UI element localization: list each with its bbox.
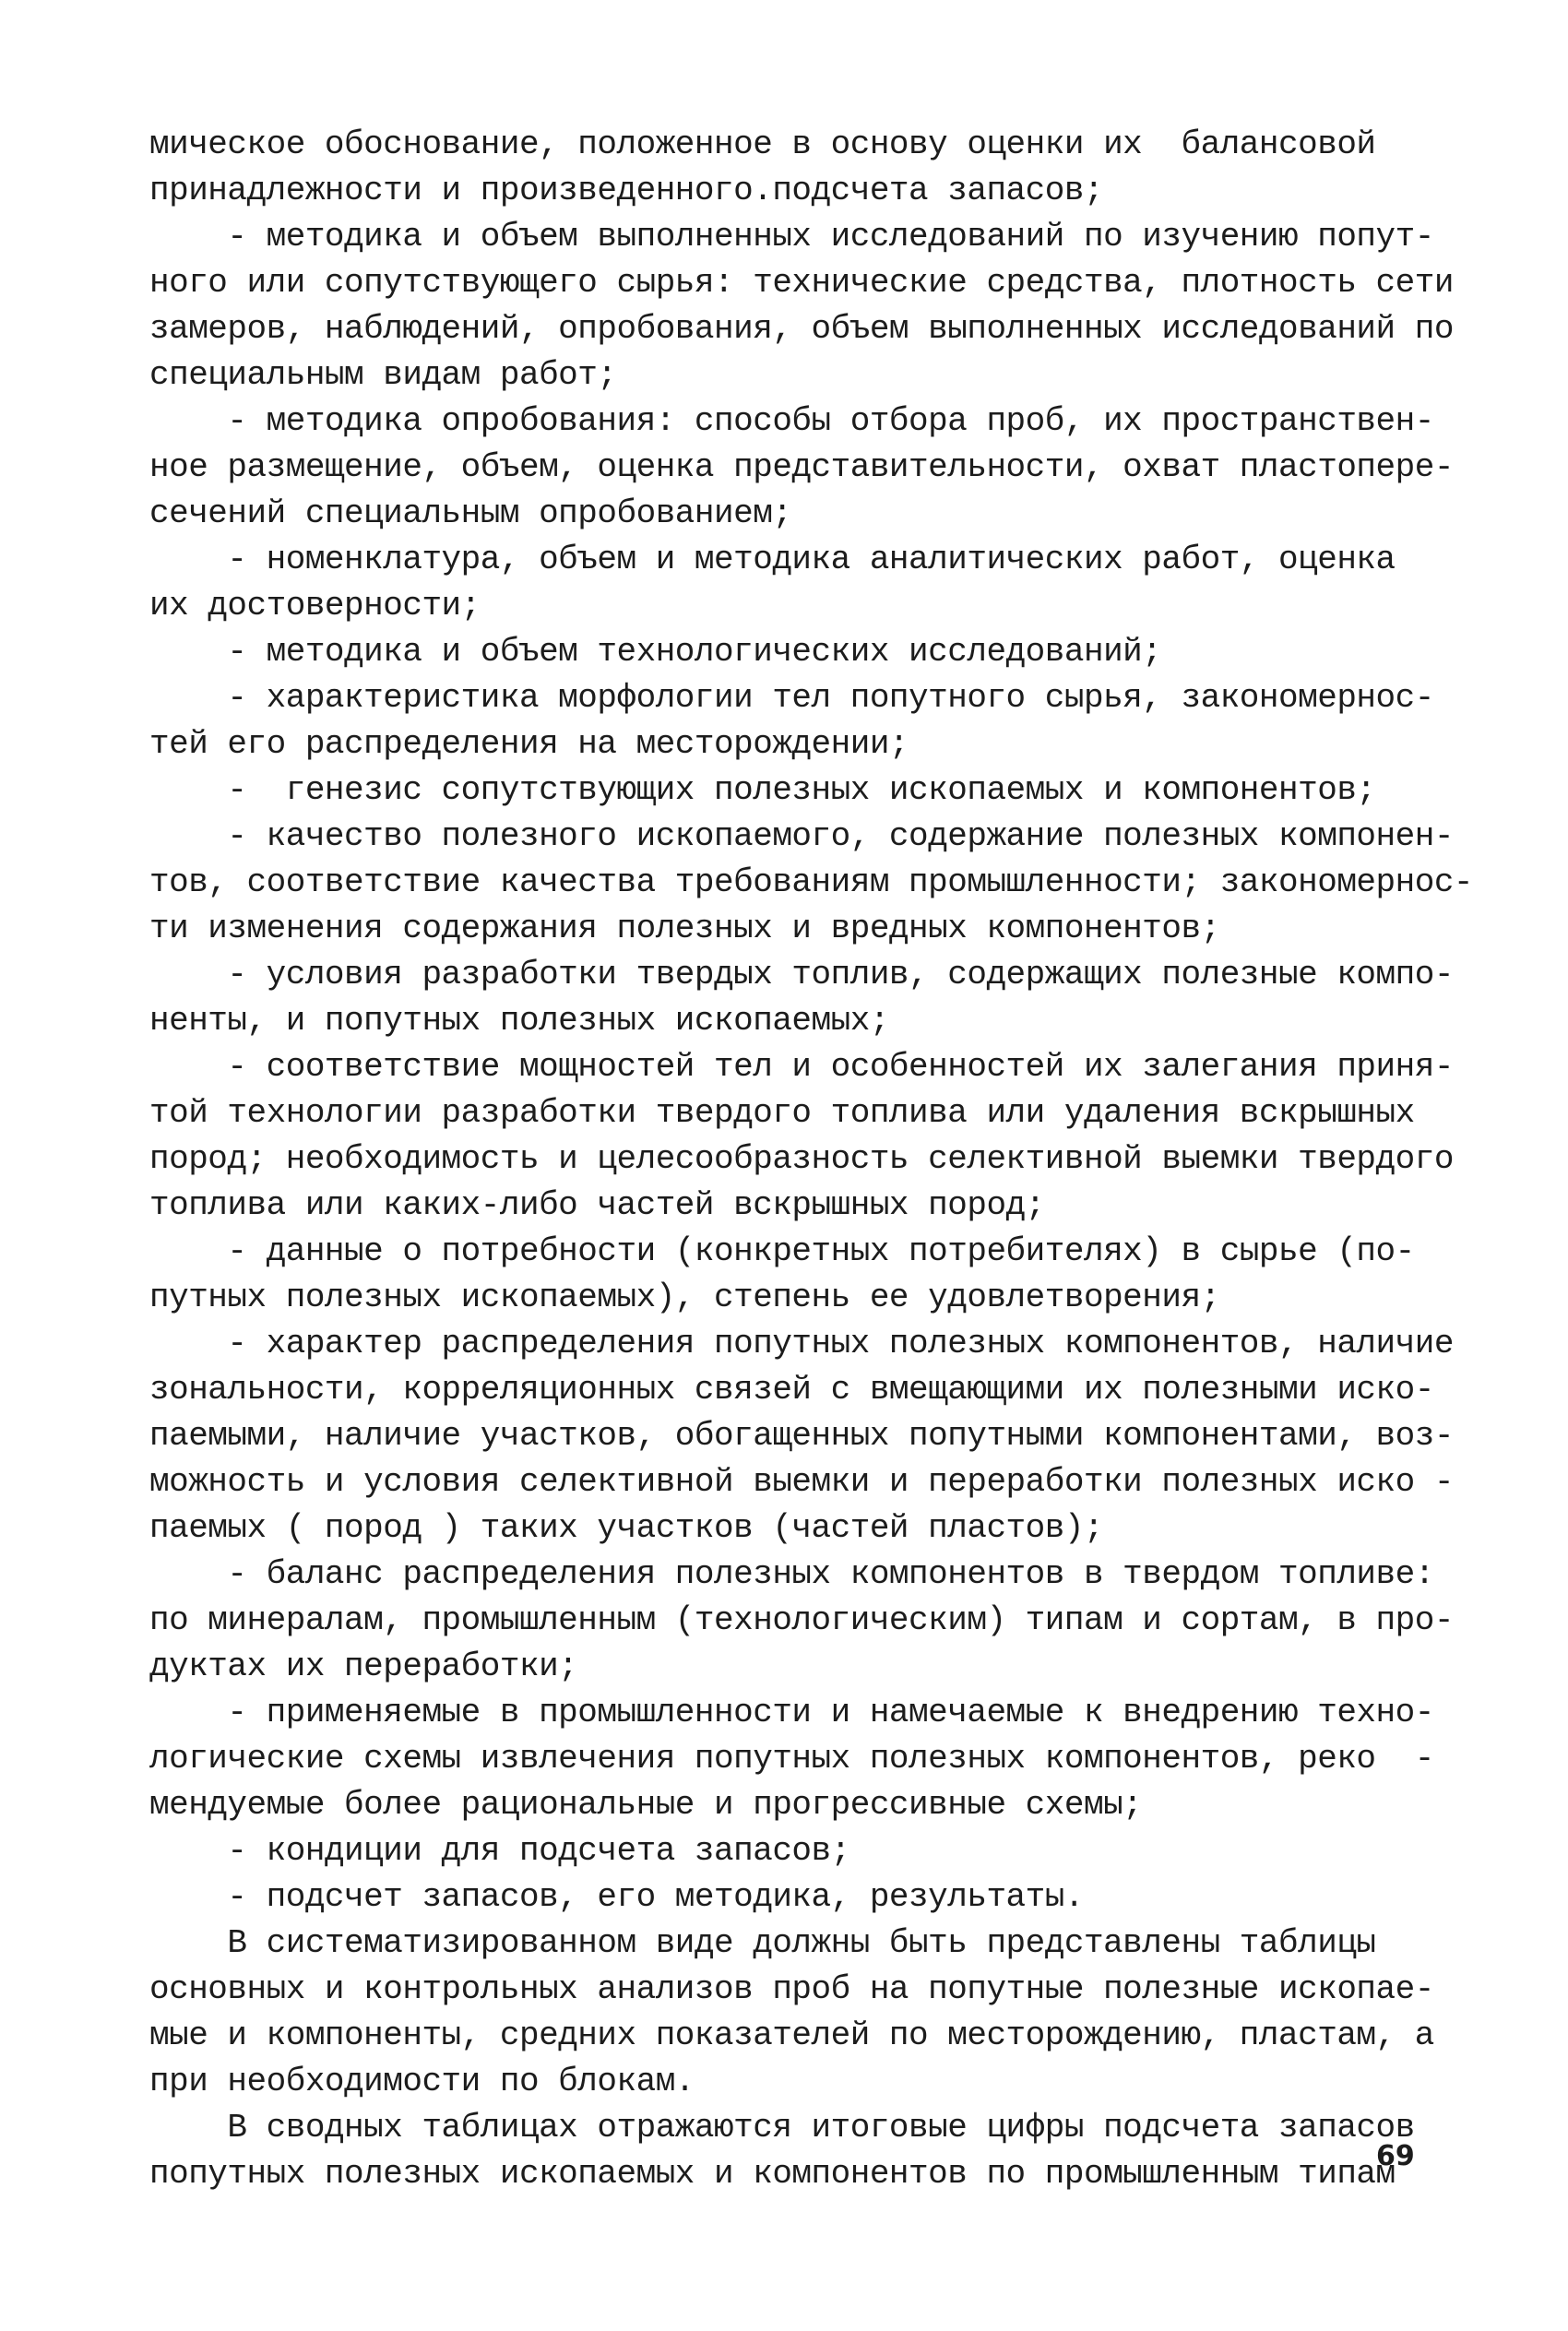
text-line: мическое обоснование, положенное в основу оценки их балансовой bbox=[149, 125, 1376, 163]
text-line: ненты, и попутных полезных ископаемых; bbox=[149, 1002, 889, 1040]
text-line: топлива или каких-либо частей вскрышных пород; bbox=[149, 1186, 1045, 1224]
text-line: - подсчет запасов, его методика, результаты. bbox=[149, 1878, 1084, 1916]
text-line: пород; необходимость и целесообразность селективной выемки твердого bbox=[149, 1140, 1454, 1178]
text-line: - номенклатура, объем и методика аналитических работ, оценка bbox=[149, 541, 1396, 578]
text-line: - кондиции для подсчета запасов; bbox=[149, 1832, 850, 1870]
text-line: ное размещение, объем, оценка представительности, охват пластопере- bbox=[149, 448, 1454, 486]
text-line: - методика опробования: способы отбора проб, их пространствен- bbox=[149, 402, 1434, 440]
text-line: принадлежности и произведенного.подсчета запасов; bbox=[149, 172, 1104, 209]
text-line: паемых ( пород ) таких участков (частей пластов); bbox=[149, 1509, 1104, 1547]
text-line: логические схемы извлечения попутных полезных компонентов, реко - bbox=[149, 1740, 1434, 1778]
text-line: можность и условия селективной выемки и переработки полезных иско - bbox=[149, 1463, 1454, 1501]
text-line: - баланс распределения полезных компонентов в твердом топливе: bbox=[149, 1555, 1434, 1593]
text-line: ного или сопутствующего сырья: технические средства, плотность сети bbox=[149, 264, 1454, 302]
text-line: ти изменения содержания полезных и вредных компонентов; bbox=[149, 910, 1220, 947]
text-line: - характер распределения попутных полезных компонентов, наличие bbox=[149, 1325, 1454, 1362]
text-line: основных и контрольных анализов проб на попутные полезные ископае- bbox=[149, 1970, 1434, 2008]
text-line: тов, соответствие качества требованиям промышленности; закономернос- bbox=[149, 863, 1474, 901]
text-line: - применяемые в промышленности и намечаемые к внедрению техно- bbox=[149, 1694, 1434, 1731]
text-line: - данные о потребности (конкретных потребителях) в сырье (по- bbox=[149, 1232, 1415, 1270]
text-line: сечений специальным опробованием; bbox=[149, 494, 792, 532]
text-line: В сводных таблицах отражаются итоговые цифры подсчета запасов bbox=[149, 2109, 1415, 2147]
text-line: - генезис сопутствующих полезных ископаемых и компонентов; bbox=[149, 771, 1376, 809]
text-line: специальным видам работ; bbox=[149, 356, 617, 394]
text-line: той технологии разработки твердого топлива или удаления вскрышных bbox=[149, 1094, 1415, 1132]
text-line: - качество полезного ископаемого, содержание полезных компонен- bbox=[149, 817, 1454, 855]
text-line: попутных полезных ископаемых и компонентов по промышленным типам bbox=[149, 2155, 1396, 2193]
text-line: тей его распределения на месторождении; bbox=[149, 725, 909, 763]
text-line: мые и компоненты, средних показателей по месторождению, пластам, а bbox=[149, 2016, 1434, 2054]
text-line: - соответствие мощностей тел и особенностей их залегания приня- bbox=[149, 1048, 1454, 1086]
text-line: мендуемые более рациональные и прогрессивные схемы; bbox=[149, 1786, 1143, 1824]
text-line: при необходимости по блокам. bbox=[149, 2063, 695, 2100]
text-line: замеров, наблюдений, опробования, объем выполненных исследований по bbox=[149, 310, 1454, 348]
text-line: - условия разработки твердых топлив, содержащих полезные компо- bbox=[149, 956, 1454, 993]
text-line: - методика и объем выполненных исследований по изучению попут- bbox=[149, 218, 1434, 256]
text-line: путных полезных ископаемых), степень ее удовлетворения; bbox=[149, 1278, 1220, 1316]
text-line: их достоверности; bbox=[149, 587, 481, 624]
page-number: 69 bbox=[1376, 2140, 1415, 2172]
text-line: дуктах их переработки; bbox=[149, 1647, 578, 1685]
text-line: по минералам, промышленным (технологическим) типам и сортам, в про- bbox=[149, 1601, 1454, 1639]
text-line: паемыми, наличие участков, обогащенных попутными компонентами, воз- bbox=[149, 1417, 1454, 1455]
text-line: В систематизированном виде должны быть представлены таблицы bbox=[149, 1924, 1376, 1962]
text-line: - методика и объем технологических исследований; bbox=[149, 633, 1162, 671]
text-line: - характеристика морфологии тел попутного сырья, закономернос- bbox=[149, 679, 1434, 717]
text-line: зональности, корреляционных связей с вмещающими их полезными иско- bbox=[149, 1371, 1434, 1409]
body-text bbox=[149, 122, 1474, 2197]
